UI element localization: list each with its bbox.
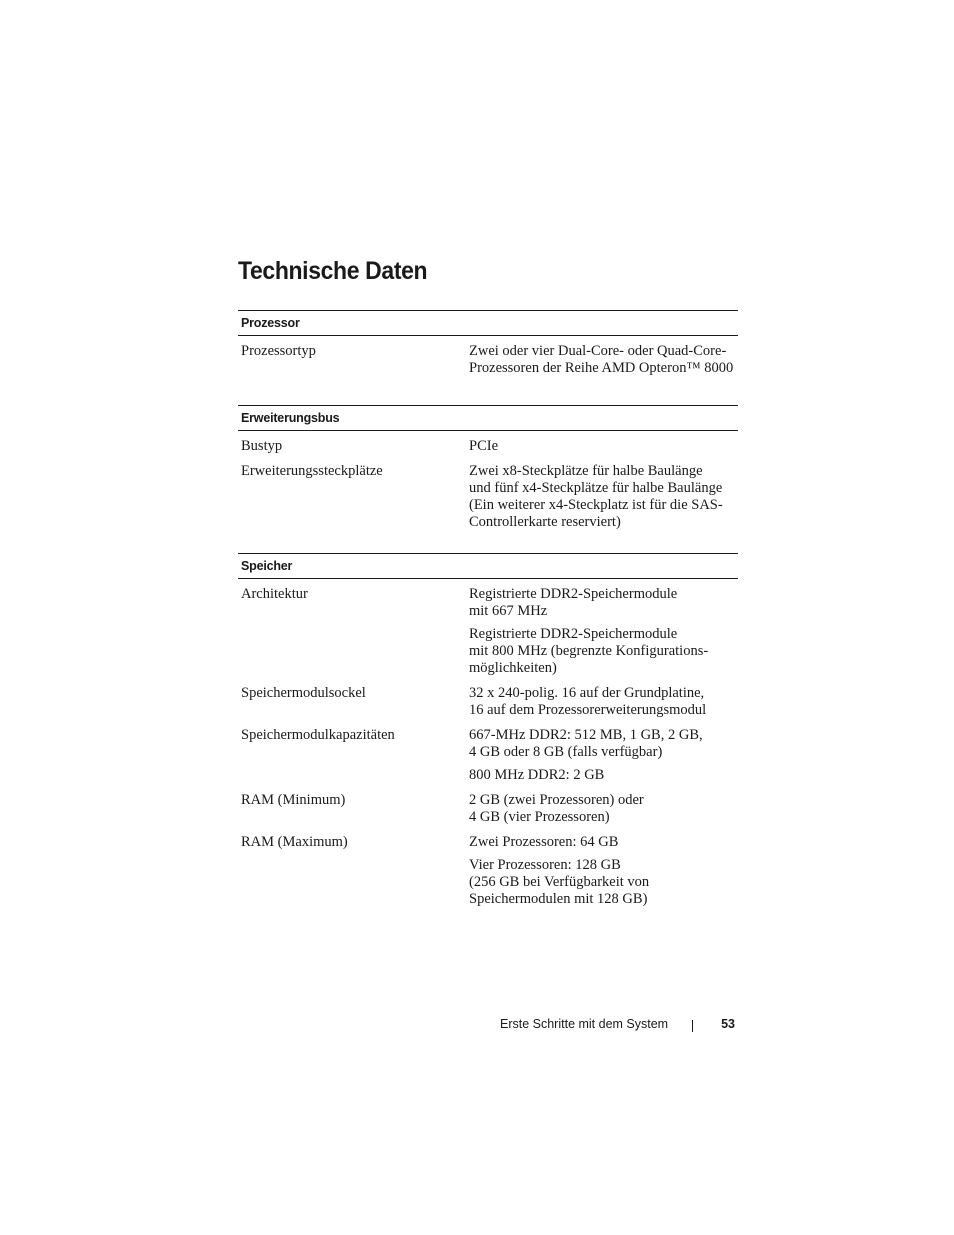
spec-value [469, 685, 737, 719]
spec-value-text: Registrierte DDR2-Speichermodule mit 800 MHz (begrenzte Konfigurations- möglichkeiten) [469, 626, 709, 676]
spec-row [238, 343, 738, 377]
spec-section-prozessor [238, 310, 738, 377]
spec-row [238, 438, 738, 455]
spec-value [469, 792, 737, 826]
spec-label: RAM (Maximum) [241, 834, 348, 850]
spec-value [469, 834, 737, 908]
spec-label: Bustyp [241, 438, 283, 454]
spec-value-text: 32 x 240-polig. 16 auf der Grundplatine, 16 auf dem Prozessorerweiterungsmodul [469, 685, 707, 718]
spec-value-text: Zwei Prozessoren: 64 GB [469, 834, 619, 850]
page-footer [470, 1015, 735, 1035]
spec-value [469, 438, 737, 455]
page-number: 53 [721, 1017, 735, 1031]
spec-value [469, 463, 737, 531]
spec-value-text: Registrierte DDR2-Speichermodule mit 667 MHz [469, 586, 678, 619]
spec-row [238, 685, 738, 719]
footer-separator [692, 1020, 693, 1032]
spec-label: Speichermodulsockel [241, 685, 366, 701]
spec-value-text: PCIe [469, 438, 498, 454]
spec-value-text: Vier Prozessoren: 128 GB (256 GB bei Verfügbarkeit von Speichermodulen mit 128 GB) [469, 857, 650, 907]
spec-value-text: 800 MHz DDR2: 2 GB [469, 767, 605, 783]
spec-section-speicher [238, 553, 738, 908]
spec-row [238, 586, 738, 677]
section-header: Prozessor [238, 310, 738, 336]
spec-value [469, 343, 737, 377]
spec-label: Architektur [241, 586, 308, 602]
section-header: Erweiterungsbus [238, 405, 738, 431]
spec-label: Prozessortyp [241, 343, 316, 359]
spec-section-erweiterungsbus [238, 405, 738, 531]
spec-row [238, 792, 738, 826]
spec-label: RAM (Minimum) [241, 792, 346, 808]
spec-value-text: Zwei oder vier Dual-Core- oder Quad-Core- Prozessoren der Reihe AMD Opteron™ 8000 [469, 343, 734, 376]
spec-value-text: 2 GB (zwei Prozessoren) oder 4 GB (vier Prozessoren) [469, 792, 644, 825]
section-header: Speicher [238, 553, 738, 579]
spec-value-text: 667-MHz DDR2: 512 MB, 1 GB, 2 GB, 4 GB oder 8 GB (falls verfügbar) [469, 727, 703, 760]
page-title: Technische Daten [238, 257, 428, 285]
spec-label: Speichermodulkapazitäten [241, 727, 395, 743]
spec-row [238, 463, 738, 531]
spec-value [469, 727, 737, 784]
footer-title: Erste Schritte mit dem System [500, 1017, 669, 1031]
spec-row [238, 834, 738, 908]
spec-label: Erweiterungssteckplätze [241, 463, 383, 479]
spec-value [469, 586, 737, 677]
spec-row [238, 727, 738, 784]
spec-value-text: Zwei x8-Steckplätze für halbe Baulänge und fünf x4-Steckplätze für halbe Baulänge (Ein weiterer x4-Steckplatz ist für die SAS- Controllerkarte reserviert) [469, 463, 723, 530]
